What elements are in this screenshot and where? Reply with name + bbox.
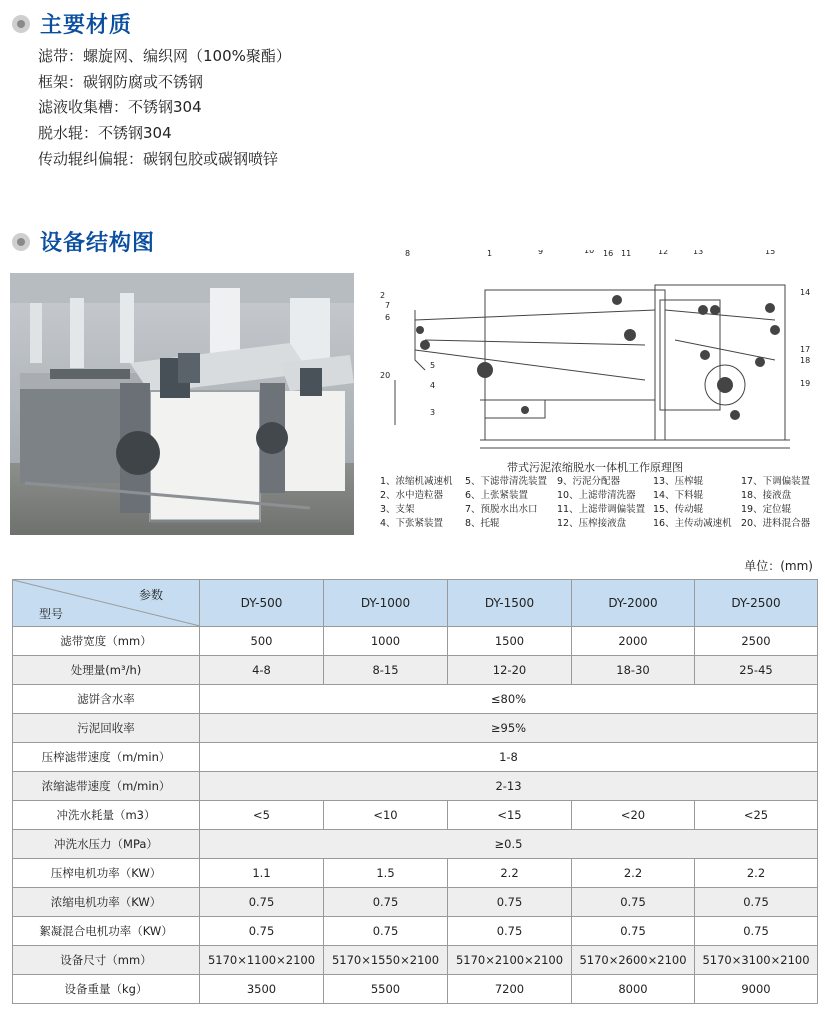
table-row [13, 975, 818, 1004]
table-cell: <20 [572, 801, 695, 830]
table-row [13, 946, 818, 975]
unit-label: 单位：(mm) [744, 559, 813, 573]
table-row [13, 743, 818, 772]
legend-item: 5、下滤带清洗装置 [465, 476, 548, 487]
table-cell: 5500 [324, 975, 448, 1004]
model-header: DY-1000 [324, 580, 448, 627]
row-label: 滤带宽度（mm） [13, 627, 200, 656]
table-cell: 0.75 [200, 888, 324, 917]
material-item: 框架：碳钢防腐或不锈钢 [38, 72, 204, 91]
table-cell: 0.75 [695, 888, 818, 917]
legend-item: 14、下料辊 [653, 490, 704, 501]
table-cell: 7200 [448, 975, 572, 1004]
legend-item: 8、托辊 [465, 518, 500, 529]
table-cell: 0.75 [448, 888, 572, 917]
diagram-caption: 带式污泥浓缩脱水一体机工作原理图 [507, 461, 683, 474]
table-cell: <25 [695, 801, 818, 830]
corner-cell [13, 580, 200, 627]
diagram-label: 15 [765, 250, 776, 256]
diagram-label: 17 [800, 345, 811, 354]
legend-row [380, 517, 825, 531]
legend-item: 3、支架 [380, 504, 415, 515]
model-header: DY-500 [200, 580, 324, 627]
legend-item: 2、水中造粒器 [380, 490, 444, 501]
row-label: 冲洗水压力（MPa） [13, 830, 200, 859]
table-cell: 0.75 [200, 917, 324, 946]
table-cell: 500 [200, 627, 324, 656]
legend-item: 4、下张紧装置 [380, 518, 444, 529]
table-cell: 25-45 [695, 656, 818, 685]
row-label: 浓缩电机功率（KW） [13, 888, 200, 917]
row-label: 絮凝混合电机功率（KW） [13, 917, 200, 946]
legend-row [380, 489, 825, 503]
row-label: 滤饼含水率 [13, 685, 200, 714]
model-header: DY-2000 [572, 580, 695, 627]
material-item: 滤液收集槽：不锈钢304 [38, 98, 202, 117]
diagram-label: 14 [800, 288, 811, 297]
table-row [13, 685, 818, 714]
legend-row [380, 475, 825, 489]
table-cell: 18-30 [572, 656, 695, 685]
table-cell: <5 [200, 801, 324, 830]
material-item: 脱水辊：不锈钢304 [38, 124, 172, 143]
table-cell: 1000 [324, 627, 448, 656]
table-cell: 2-13 [200, 772, 818, 801]
diagram-label: 19 [800, 379, 811, 388]
table-cell: 5170×3100×2100 [695, 946, 818, 975]
diagram-label: 5 [430, 361, 436, 370]
model-header: DY-1500 [448, 580, 572, 627]
table-cell: 2500 [695, 627, 818, 656]
row-label: 浓缩滤带速度（m/min） [13, 772, 200, 801]
table-cell: 0.75 [324, 888, 448, 917]
table-cell: 12-20 [448, 656, 572, 685]
table-row [13, 772, 818, 801]
table-row [13, 627, 818, 656]
diagram-label: 10 [584, 250, 595, 255]
diagram-label: 7 [385, 301, 391, 310]
table-cell: 8000 [572, 975, 695, 1004]
table-cell: <10 [324, 801, 448, 830]
legend-item: 13、压榨辊 [653, 476, 704, 487]
legend-item: 9、污泥分配器 [557, 476, 621, 487]
material-item: 滤带：螺旋网、编织网（100%聚酯） [38, 47, 291, 65]
legend-item: 16、主传动减速机 [653, 518, 732, 529]
diagram-label: 12 [658, 250, 669, 256]
table-cell: 5170×2600×2100 [572, 946, 695, 975]
table-cell: 5170×1100×2100 [200, 946, 324, 975]
table-cell: 4-8 [200, 656, 324, 685]
model-header: DY-2500 [695, 580, 818, 627]
diagram-legend [380, 475, 825, 531]
diagram-label: 1 [487, 250, 493, 258]
row-label: 冲洗水耗量（m3） [13, 801, 200, 830]
table-cell: 1.1 [200, 859, 324, 888]
diagram-label: 3 [430, 408, 436, 417]
legend-item: 17、下调偏装置 [741, 476, 811, 487]
spec-table-body [13, 627, 818, 1004]
row-label: 压榨滤带速度（m/min） [13, 743, 200, 772]
corner-model-label: 型号 [39, 607, 64, 621]
table-row [13, 801, 818, 830]
table-row [13, 656, 818, 685]
table-cell: 0.75 [324, 917, 448, 946]
diagram-label: 2 [380, 291, 386, 300]
spec-header-row [13, 580, 818, 627]
legend-item: 15、传动辊 [653, 504, 704, 515]
legend-item: 19、定位辊 [741, 504, 792, 515]
materials-section-header [12, 8, 132, 39]
legend-item: 6、上张紧装置 [465, 490, 529, 501]
material-item: 传动辊纠偏辊：碳钢包胶或碳钢喷锌 [38, 149, 279, 168]
legend-item: 20、进料混合器 [741, 518, 811, 529]
table-cell: 1500 [448, 627, 572, 656]
table-row [13, 714, 818, 743]
legend-item: 11、上滤带调偏装置 [557, 504, 646, 515]
diagram-label: 18 [800, 356, 811, 365]
table-cell: ≥0.5 [200, 830, 818, 859]
diagram-label: 13 [693, 250, 704, 256]
diagram-label: 11 [621, 250, 632, 258]
corner-param-label: 参数 [138, 588, 163, 602]
diagram-label: 8 [405, 250, 411, 258]
table-cell: 5170×1550×2100 [324, 946, 448, 975]
section-bullet-icon [12, 233, 30, 251]
diagram-label: 16 [603, 250, 614, 258]
table-cell: 8-15 [324, 656, 448, 685]
table-cell: ≤80% [200, 685, 818, 714]
table-cell: 0.75 [572, 888, 695, 917]
table-cell: 1.5 [324, 859, 448, 888]
legend-item: 7、预脱水出水口 [465, 504, 538, 515]
table-cell: 2.2 [695, 859, 818, 888]
table-cell: 9000 [695, 975, 818, 1004]
table-cell: 0.75 [448, 917, 572, 946]
table-cell: 2.2 [572, 859, 695, 888]
table-cell: 1-8 [200, 743, 818, 772]
table-cell: 2.2 [448, 859, 572, 888]
diagram-label: 9 [538, 250, 544, 256]
equipment-photo [10, 273, 354, 535]
legend-item: 10、上滤带清洗器 [557, 490, 636, 501]
row-label: 设备重量（kg） [13, 975, 200, 1004]
diagram-label: 4 [430, 381, 436, 390]
legend-item: 1、浓缩机减速机 [380, 476, 453, 487]
diagram-label: 6 [385, 313, 391, 322]
structure-title: 设备结构图 [40, 231, 156, 256]
spec-table [12, 579, 818, 1004]
table-cell: 3500 [200, 975, 324, 1004]
table-cell: 0.75 [572, 917, 695, 946]
table-cell: 2000 [572, 627, 695, 656]
table-cell: 5170×2100×2100 [448, 946, 572, 975]
table-cell: ≥95% [200, 714, 818, 743]
materials-list [38, 44, 291, 173]
materials-title: 主要材质 [40, 13, 133, 38]
row-label: 设备尺寸（mm） [13, 946, 200, 975]
table-cell: 0.75 [695, 917, 818, 946]
row-label: 压榨电机功率（KW） [13, 859, 200, 888]
table-row [13, 917, 818, 946]
legend-row [380, 503, 825, 517]
section-bullet-icon [12, 15, 30, 33]
legend-item: 12、压榨接液盘 [557, 518, 627, 529]
table-row [13, 830, 818, 859]
table-cell: <15 [448, 801, 572, 830]
legend-item: 18、接液盘 [741, 490, 792, 501]
row-label: 处理量(m³/h) [13, 656, 200, 685]
diagram-label: 20 [380, 371, 391, 380]
table-row [13, 888, 818, 917]
row-label: 污泥回收率 [13, 714, 200, 743]
table-row [13, 859, 818, 888]
structure-section-header [12, 226, 155, 257]
